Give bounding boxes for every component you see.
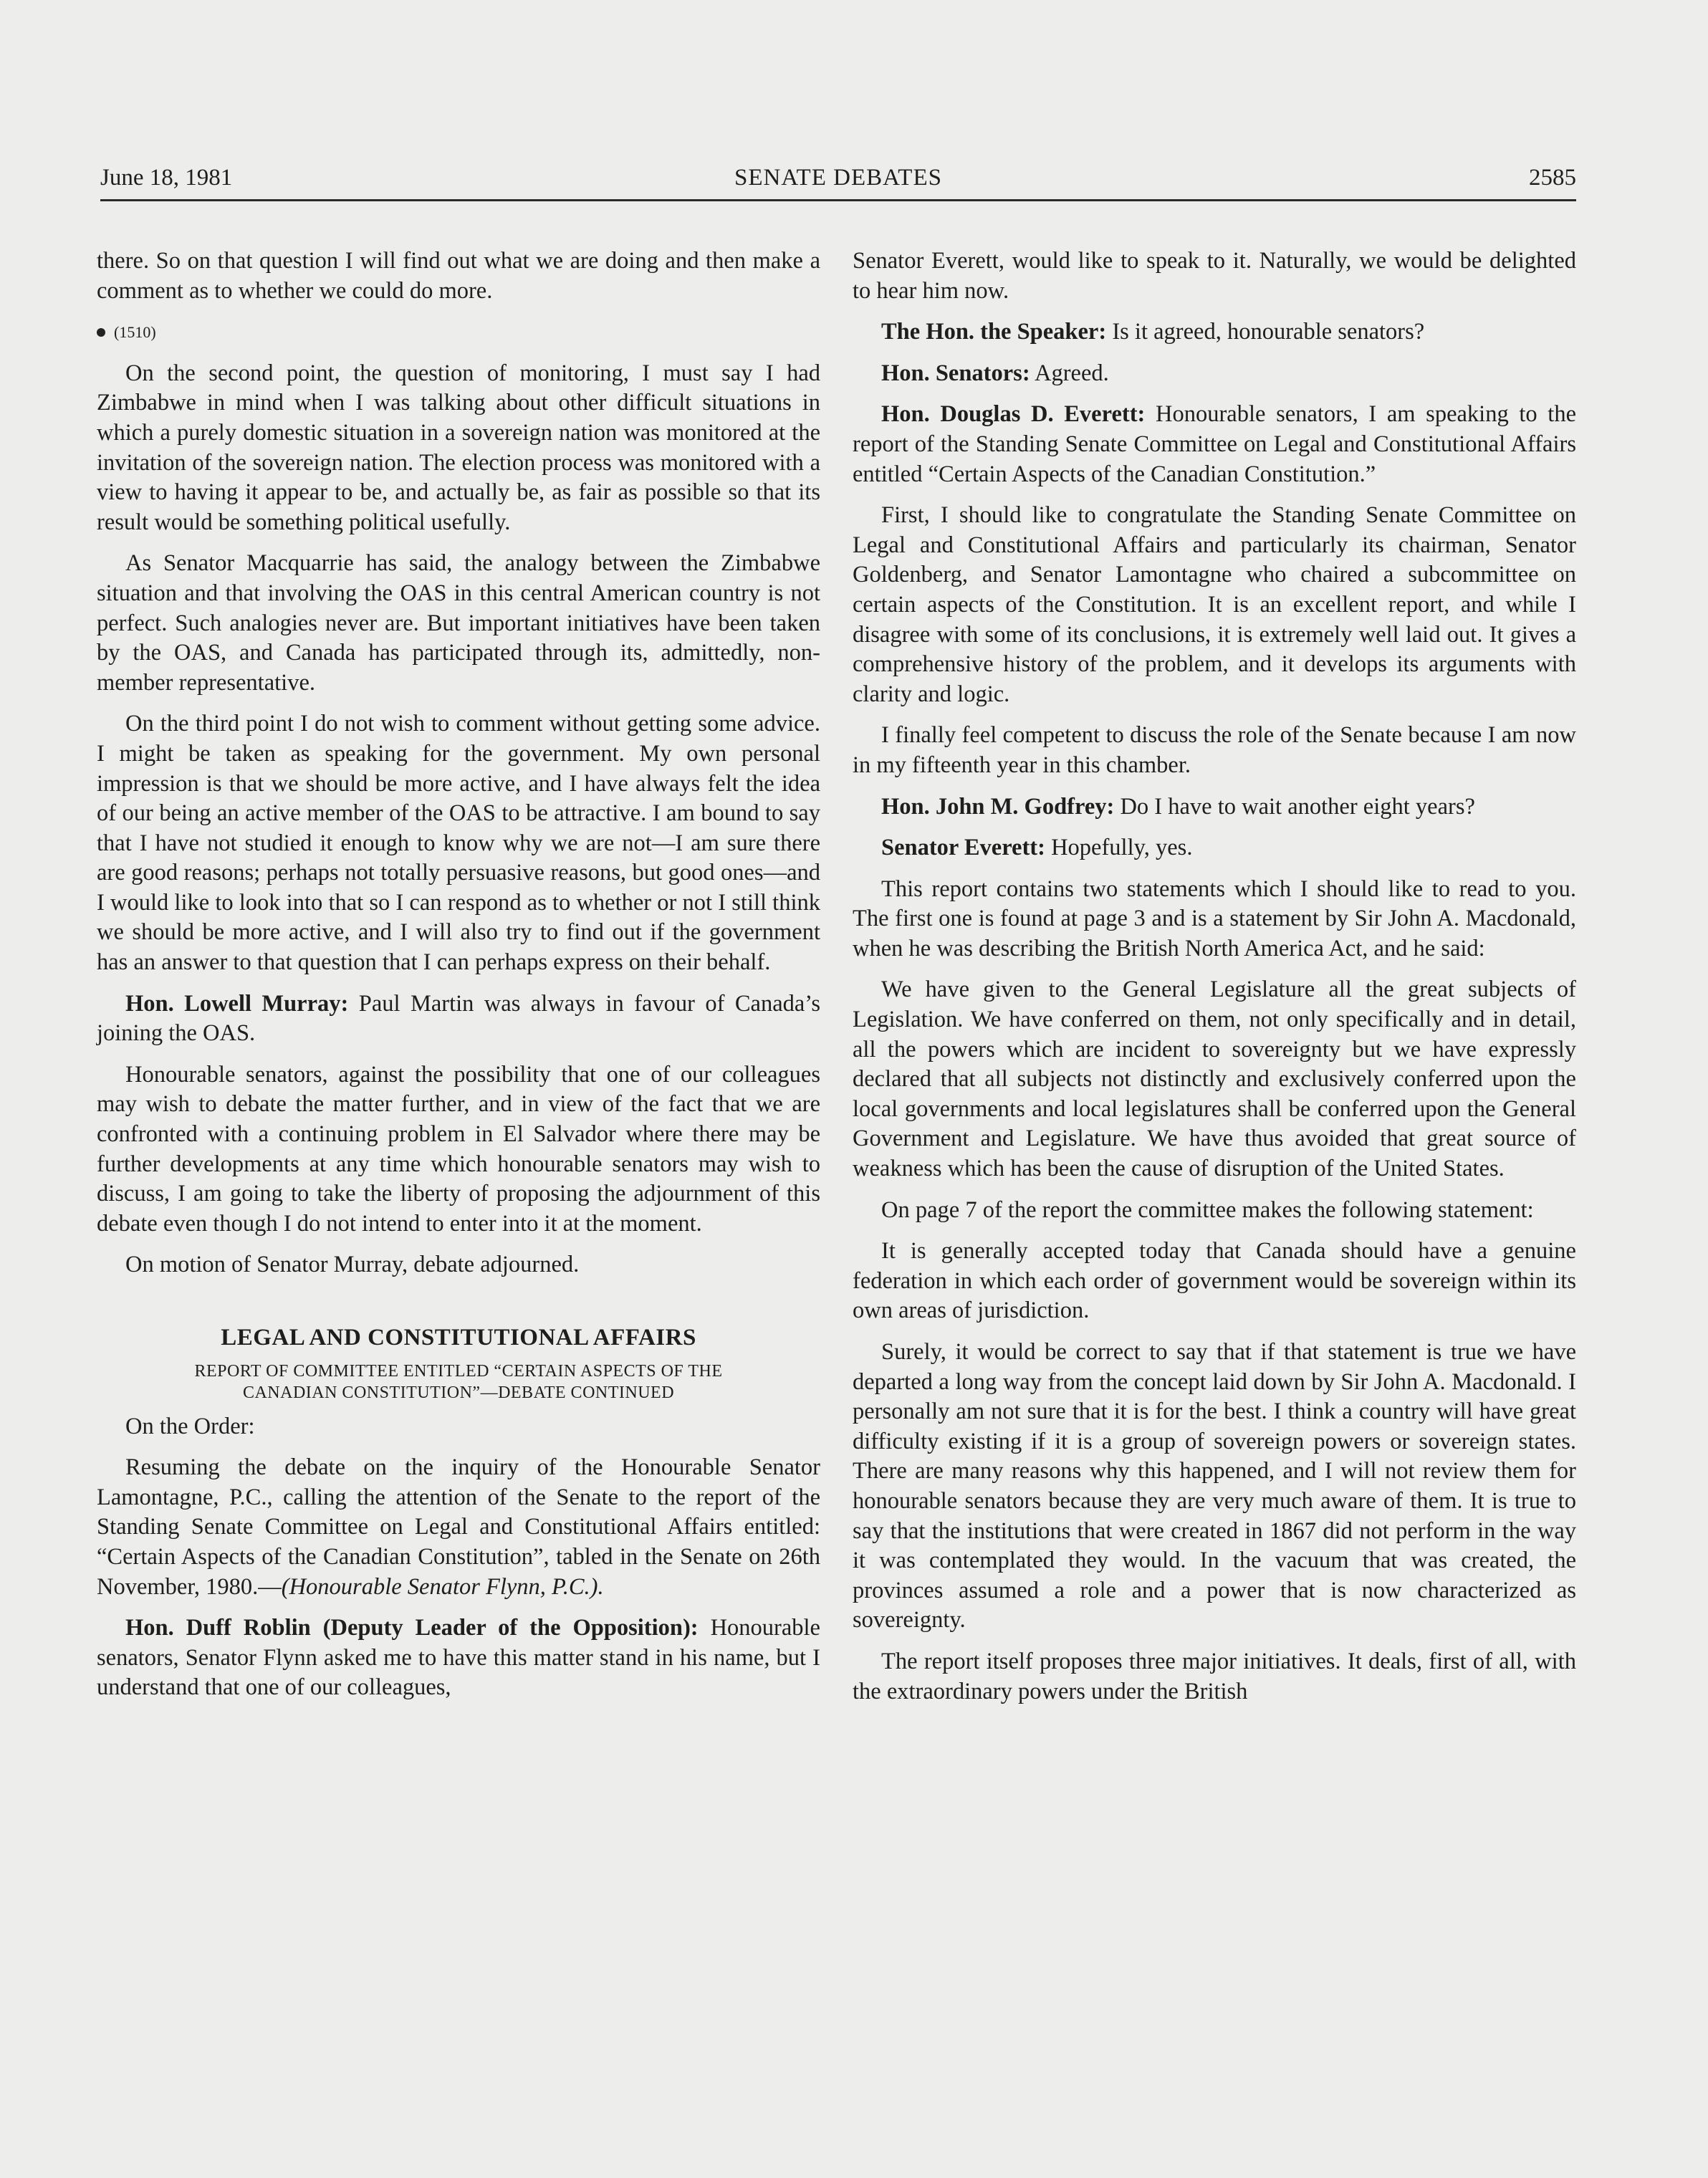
paragraph: Honourable senators, against the possibility that one of our colleagues may wish to debate the matter further, and in view of the fact that we are confronted with a continuing problem in El Salvador where there may be further developments at any time which honourable senators may wish to discuss, I am going to take the liberty of proposing the adjournment of this debate even though I do not intend to enter into it at the moment. [97, 1061, 820, 1237]
speech-text: Paul Martin was always in favour of Canada’s joining the OAS. [97, 990, 820, 1047]
block-quote: We have given to the General Legislature all the great subjects of Legislation. We have conferred on them, not only specifically and in detail, all the powers which are incident to sovereignty but we have expressly declared that all subjects not distinctly and exclusively conferred upon the local governments and local legislatures shall be conferred upon the General Government and Legislature. We have thus avoided that great source of weakness which has been the cause of disruption of the United States. [853, 977, 1576, 1182]
speech-text: Is it agreed, honourable senators? [1106, 319, 1425, 345]
order-body: Resuming the debate on the inquiry of the Honourable Senator Lamontagne, P.C., calling the attention of the Senate to the report of the Standing Senate Committee on Legal and Constitutional Affairs entitled: “Certain Aspects of the Canadian Constitution”, tabled in the Senate on 26th November, 1980.— [97, 1454, 820, 1600]
speaker-name: Hon. Senators: [881, 360, 1030, 386]
paragraph: On the second point, the question of monitoring, I must say I had Zimbabwe in mind when I was talking about other difficult situations in which a purely domestic situation in a sovereign nation was monitored at the invitation of the sovereign nation. The election process was monitored with a view to having it appear to be, and actually be, as fair as possible so that its result would be something political usefully. [97, 360, 820, 535]
paragraph: Surely, it would be correct to say that if that statement is true we have departed a long way from the concept laid down by Sir John A. Macdonald. I personally am not sure that it is for the best. I think a country will have great difficulty existing if it is a group of sovereign powers or sovereign states. There are many reasons why this happened, and I will not review them for honourable senators because they are very much aware of them. It is true to say that the institutions that were created in 1867 did not perform in the way it was contemplated they would. In the vacuum that was created, the provinces assumed a role and a power that is now characterized as sovereignty. [853, 1339, 1576, 1634]
speech [853, 317, 1576, 347]
header-title: SENATE DEBATES [734, 165, 942, 191]
paragraph: The report itself proposes three major initiatives. It deals, first of all, with the extraordinary powers under the British [853, 1648, 1576, 1704]
speaker-name: Hon. Duff Roblin (Deputy Leader of the Opposition): [125, 1615, 699, 1641]
section-subtitle [97, 1361, 820, 1404]
speech [853, 359, 1576, 389]
speaker-name: Hon. Douglas D. Everett: [881, 401, 1146, 428]
speaker-name: The Hon. the Speaker: [881, 319, 1107, 345]
speech-text: Honourable senators, Senator Flynn asked me to have this matter stand in his name, but I understand that one of our colleagues, [97, 1615, 820, 1701]
block-quote: It is generally accepted today that Canada should have a genuine federation in which each order of government would be sovereign within its own areas of jurisdiction. [853, 1238, 1576, 1324]
right-column [853, 246, 1576, 1718]
paragraph: there. So on that question I will find out what we are doing and then make a comment as to whether we could do more. [97, 248, 820, 304]
paragraph: On motion of Senator Murray, debate adjourned. [125, 1252, 580, 1278]
speech-text: Honourable senators, I am speaking to the report of the Standing Senate Committee on Legal and Constitutional Affairs entitled “Certain Aspects of the Canadian Constitution.” [853, 401, 1576, 487]
header-date: June 18, 1981 [100, 165, 233, 191]
speech [853, 792, 1576, 822]
order-label: On the Order: [125, 1413, 255, 1439]
section-title: LEGAL AND CONSTITUTIONAL AFFAIRS [221, 1325, 696, 1351]
page-header [100, 162, 1576, 201]
paragraph: On the third point I do not wish to comment without getting some advice. I might be taken as speaking for the government. My own personal impression is that we should be more active, and I have always felt the idea of our being an active member of the OAS to be attractive. I am bound to say that I have not studied it enough to know why we are not—I am sure there are good reasons; perhaps not totally persuasive reasons, but good ones—and I would like to look into that so I can respond as to whether or not I still think we should be more active, and I will also try to find out if the government has an answer to that question that I can perhaps express on their behalf. [97, 711, 820, 976]
paragraph: On page 7 of the report the committee makes the following statement: [881, 1196, 1534, 1223]
section-subtitle-line: CANADIAN CONSTITUTION”—DEBATE CONTINUED [242, 1383, 675, 1402]
speech [97, 989, 820, 1049]
speaker-name: Hon. John M. Godfrey: [881, 793, 1115, 820]
paragraph: First, I should like to congratulate the Standing Senate Committee on Legal and Constitutional Affairs and particularly its chairman, Senator Goldenberg, and Senator Lamontagne who chaired a subcommittee on certain aspects of the Constitution. It is an excellent report, and while I disagree with some of its conclusions, it is extremely well laid out. It gives a comprehensive history of the problem, and it develops its arguments with clarity and logic. [853, 502, 1576, 707]
speech [853, 833, 1576, 863]
order-attribution: (Honourable Senator Flynn, P.C.). [281, 1573, 604, 1600]
section-subtitle-line: REPORT OF COMMITTEE ENTITLED “CERTAIN ASPECTS OF THE [194, 1361, 723, 1381]
paragraph: I finally feel competent to discuss the role of the Senate because I am now in my fifteenth year in this chamber. [853, 722, 1576, 778]
speech [853, 400, 1576, 489]
paragraph: This report contains two statements which I should like to read to you. The first one is found at page 3 and is a statement by Sir John A. Macdonald, when he was describing the British North America Act, and he said: [853, 875, 1576, 961]
bullet-icon [97, 328, 105, 337]
speech-text: Agreed. [1030, 360, 1109, 386]
header-page-number: 2585 [1529, 165, 1576, 191]
speech-text: Do I have to wait another eight years? [1114, 793, 1475, 820]
paragraph: As Senator Macquarrie has said, the analogy between the Zimbabwe situation and that involving the OAS in this central American country is not perfect. Such analogies never are. But important initiatives have been taken by the OAS, and Canada has participated through its, admittedly, non-member representative. [97, 550, 820, 696]
left-column [97, 246, 820, 1714]
paragraph: Senator Everett, would like to speak to it. Naturally, we would be delighted to hear him now. [853, 248, 1576, 304]
speaker-name: Senator Everett: [881, 835, 1045, 861]
time-marker-text: (1510) [114, 323, 156, 342]
speech [97, 1613, 820, 1703]
speech-text: Hopefully, yes. [1045, 835, 1193, 861]
order-text [97, 1453, 820, 1602]
speaker-name: Hon. Lowell Murray: [125, 990, 349, 1017]
time-marker [97, 317, 820, 347]
